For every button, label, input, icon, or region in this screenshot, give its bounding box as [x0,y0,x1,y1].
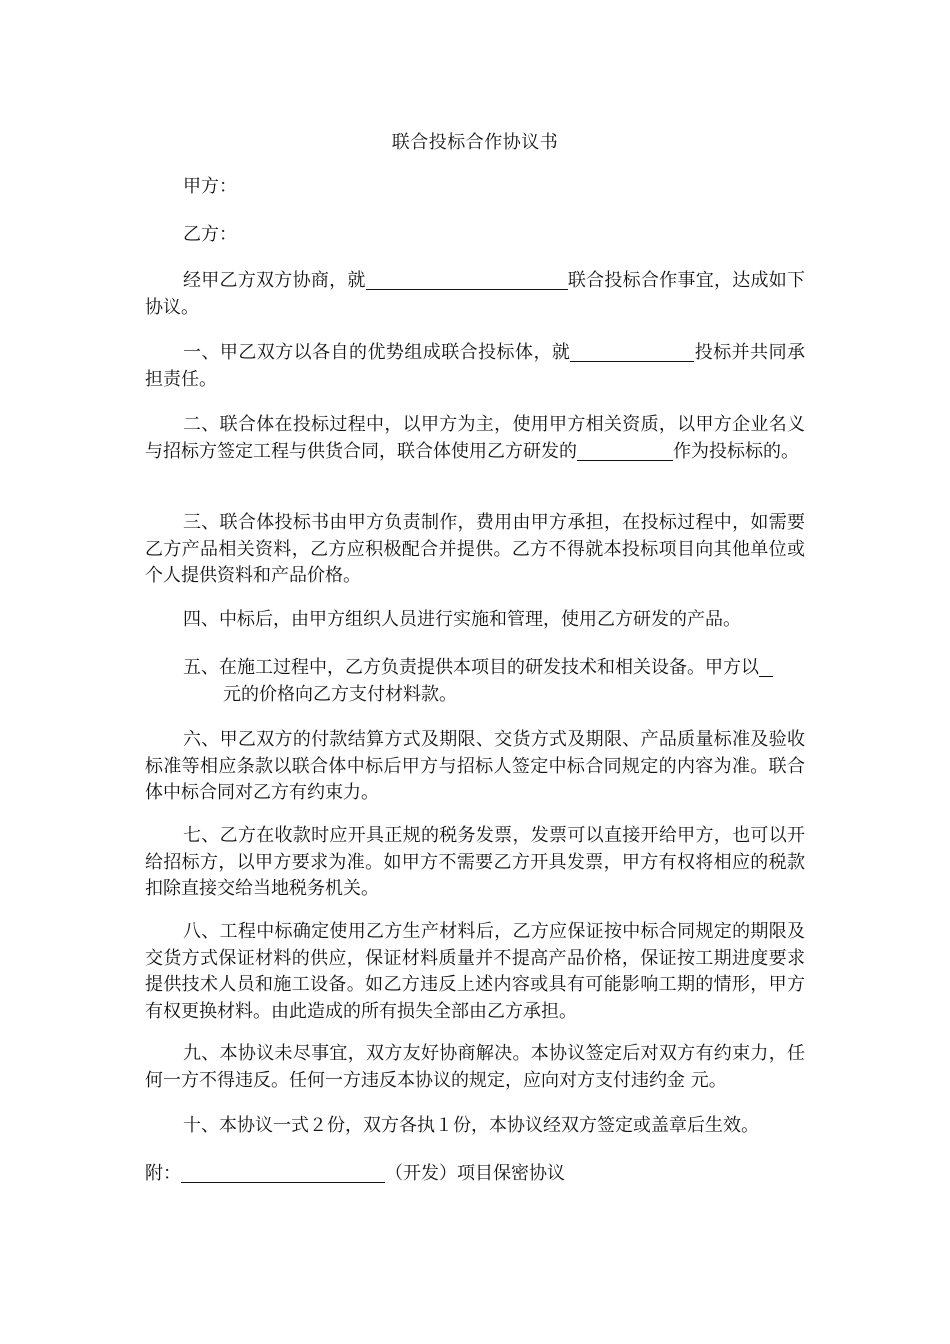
intro-paragraph [145,268,805,321]
clause-1 [145,340,805,393]
attachment-label: 附： [145,1163,181,1184]
clause-4: 四、中标后，由甲方组织人员进行实施和管理，使用乙方研发的产品。 [183,609,741,630]
clause-1-after: 投标并共同承担责任。 [145,342,806,390]
intro-text-after: 联合投标合作事宜，达成如下协议。 [145,270,805,318]
price-blank [759,656,773,677]
clause-5-line-2: 元的价格向乙方支付材料款。 [223,683,457,705]
bid-project-blank [570,341,694,362]
clause-1-before: 一、甲乙双方以各自的优势组成联合投标体，就 [183,342,571,363]
clause-9: 九、本协议未尽事宜，双方友好协商解决。本协议签定后对双方有约束力，任何一方不得违反。任何一方违反本协议的规定，应向对方支付违约金 元。 [145,1043,805,1091]
clause-5-line-1: 五、在施工过程中，乙方负责提供本项目的研发技术和相关设备。甲方以 [183,657,759,678]
document-title: 联合投标合作协议书 [391,132,559,153]
clause-6: 六、甲乙双方的付款结算方式及期限、交货方式及期限、产品质量标准及验收标准等相应条款以联合体中标后甲方与招标人签定中标合同规定的内容为准。联合体中标合同对乙方有约束力。 [145,729,805,803]
clause-2 [145,412,805,465]
clause-5 [145,655,805,708]
clause-3: 三、联合体投标书由甲方负责制作，费用由甲方承担，在投标过程中，如需要乙方产品相关资料，乙方应积极配合并提供。乙方不得就本投标项目向其他单位或个人提供资料和产品价格。 [145,512,805,586]
attachment-text: （开发）项目保密协议 [385,1163,565,1184]
product-blank [577,440,673,461]
party-a-label: 甲方： [183,176,237,197]
attachment-project-blank [181,1162,385,1183]
intro-text-before: 经甲乙方双方协商，就 [183,270,366,291]
clause-2-before: 二、联合体在投标过程中，以甲方为主，使用甲方相关资质，以甲方企业名义与招标方签定工程与供货合同，联合体使用乙方研发的 [145,414,805,462]
clause-8: 八、工程中标确定使用乙方生产材料后，乙方应保证按中标合同规定的期限及交货方式保证材料的供应，保证材料质量并不提高产品价格，保证按工期进度要求提供技术人员和施工设备。如乙方违反上述内容或具有可能影响工期的情形，甲方有权更换材料。由此造成的所有损失全部由乙方承担。 [145,921,805,1022]
clause-2-after: 作为投标标的。 [673,440,799,462]
clause-7: 七、乙方在收款时应开具正规的税务发票，发票可以直接开给甲方，也可以开给招标方，以甲方要求为准。如甲方不需要乙方开具发票，甲方有权将相应的税款扣除直接交给当地税务机关。 [145,825,805,899]
party-b-label: 乙方： [183,224,237,245]
project-name-blank [366,269,568,290]
clause-10: 十、本协议一式２份，双方各执１份，本协议经双方签定或盖章后生效。 [183,1115,759,1136]
attachment-line [145,1161,805,1188]
